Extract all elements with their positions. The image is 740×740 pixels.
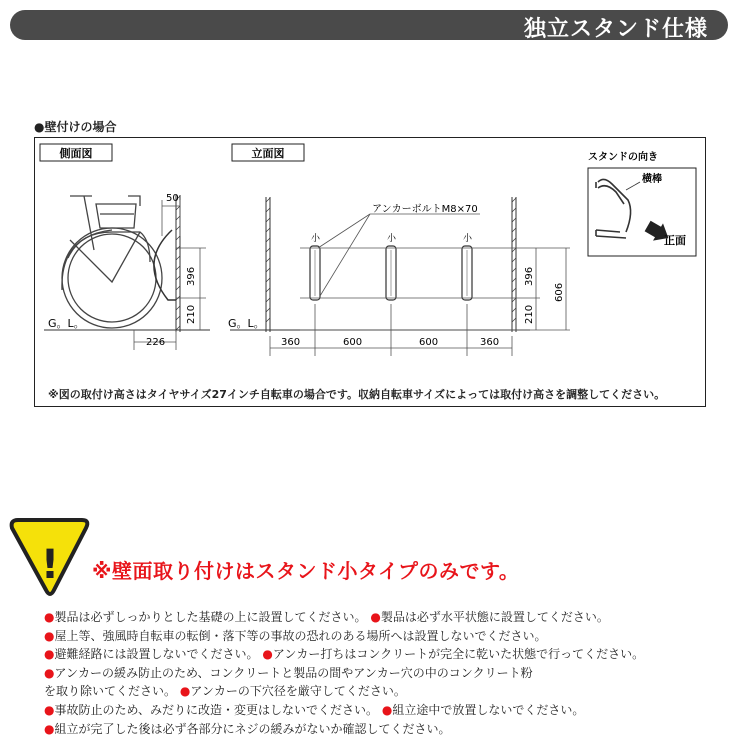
list-item [44,627,644,646]
list-item [44,608,644,627]
anchor-leader-lines [318,214,480,296]
warning-headline: ※壁面取り付けはスタンド小タイプのみです。 [92,559,520,583]
dim-600-left: 600 [343,337,363,348]
list-item [44,701,644,720]
bullet-icon: ● [44,665,55,680]
dim-600-right: 600 [419,337,439,348]
small-mark-1: 小 [311,234,321,244]
warning-mark: ! [40,542,60,588]
wall-front-left [266,197,270,332]
bullet-icon: ● [370,610,381,624]
dim-side-396: 396 [186,266,197,286]
side-view-label: 側面図 [59,147,93,160]
precautions-list [44,608,644,738]
list-item [44,720,644,739]
list-item-text: 事故防止のため、みだりに改造・変更はしないでください。 [54,702,379,717]
list-item-text: 組立が完了した後は必ず各部分にネジの緩みがないか確認してください。 [54,721,451,736]
page-title: 独立スタンド仕様 [523,17,708,42]
wall-front-right [512,197,516,332]
wall-side [176,195,180,332]
front-label: 正面 [664,234,686,247]
bullet-icon: ● [44,702,55,717]
dim-front-606: 606 [554,282,565,302]
list-item-text: 避難経路には設置しないでください。 [54,647,259,662]
bullet-icon: ● [44,628,55,643]
ground-label-front: G。L。 [228,317,265,330]
bicycle-illustration [62,196,162,328]
anchor-note: アンカーボルトM8×70 [372,204,478,215]
bullet-icon: ● [44,721,55,736]
footnote: ※図の取付け高さはタイヤサイズ27インチ自転車の場合です。収納自転車サイズによっては取付け高さを調整してください。 [48,388,666,401]
list-item-text: アンカーの下穴径を厳守してください。 [190,684,406,699]
list-item [44,645,644,664]
section-heading: ●壁付けの場合 [34,120,117,134]
list-item-text: を取り除いてください。 [44,684,177,699]
dim-front-210: 210 [524,304,535,324]
dim-360-left: 360 [281,337,301,348]
list-item-text: 製品は必ず水平状態に設置してください。 [380,610,609,624]
crossbar-label: 横棒 [642,174,662,185]
bullet-icon: ● [44,610,55,624]
dim-side-226: 226 [146,337,166,348]
list-item-text: アンカー打ちはコンクリートが完全に乾いた状態で行ってください。 [272,647,645,662]
bullet-icon: ● [179,684,191,699]
small-mark-3: 小 [463,234,473,244]
dim-360-right: 360 [480,337,500,348]
list-item-text: 屋上等、強風時自転車の転倒・落下等の事故の恐れのある場所へは設置しないでください。 [54,628,547,643]
stand-loop-side [154,230,176,300]
bullet-icon: ● [262,647,273,662]
stand-direction-title: スタンドの向き [588,152,658,163]
list-item-text: 製品は必ずしっかりとした基礎の上に設置してください。 [54,610,367,624]
list-item [44,664,644,683]
warning-icon [12,520,88,594]
list-item-text: アンカーの緩み防止のため、コンクリートと製品の間やアンカー穴の中のコンクリート粉 [54,665,533,680]
dim-side-50: 50 [166,193,179,204]
list-item-continuation [44,682,644,701]
dim-front-396: 396 [524,266,535,286]
small-mark-2: 小 [387,234,397,244]
front-view-label: 立面図 [251,147,285,160]
bullet-icon: ● [381,702,393,717]
ground-label-side: G。L。 [48,317,85,330]
bullet-icon: ● [44,647,55,662]
list-item-text: 組立途中で放置しないでください。 [392,702,585,717]
dim-side-210: 210 [186,304,197,324]
